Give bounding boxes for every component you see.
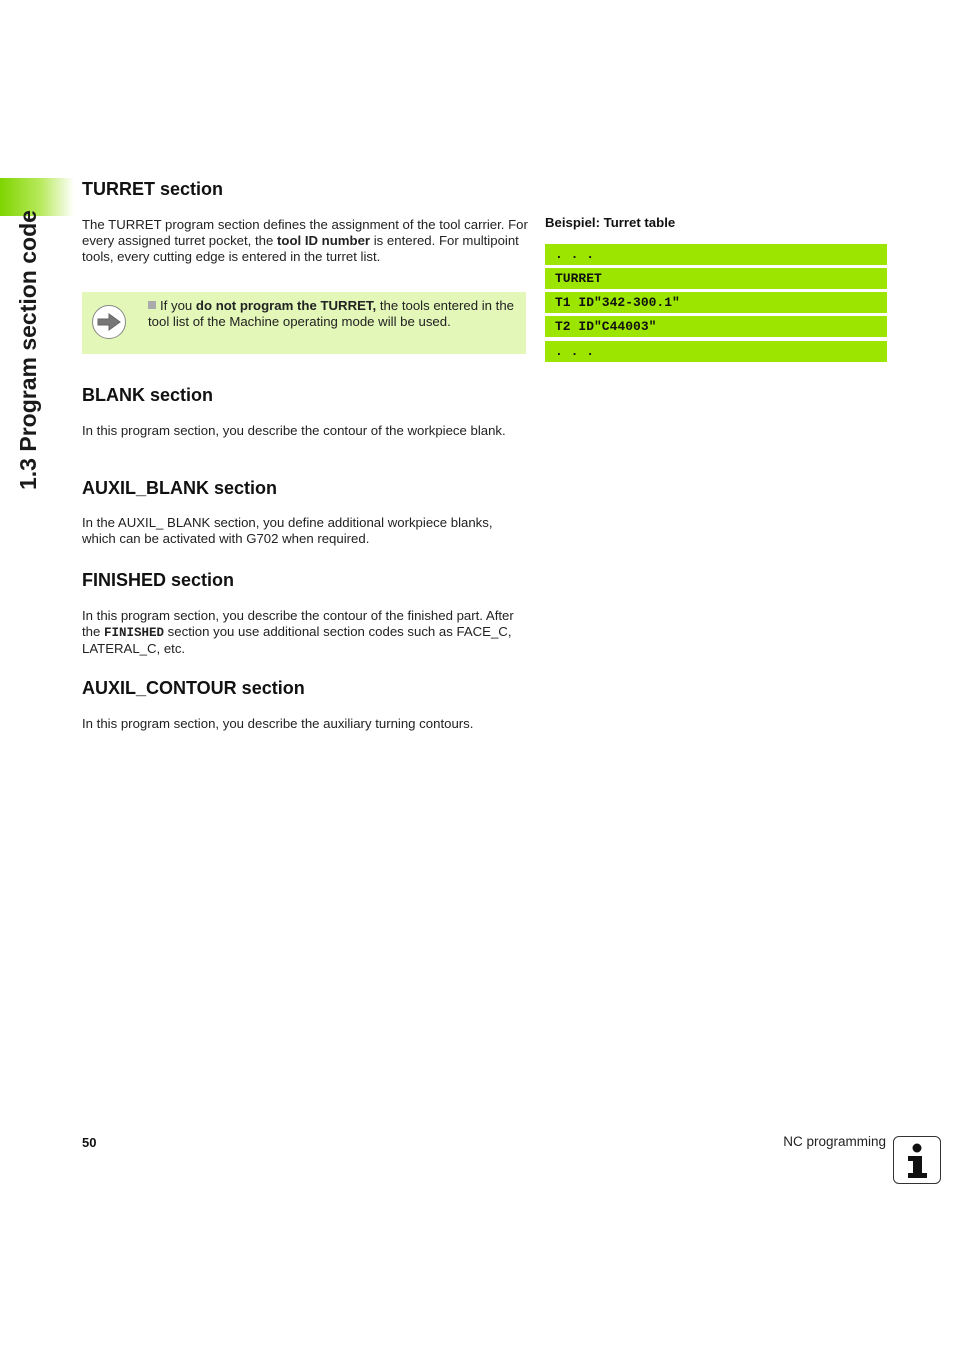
blank-heading: BLANK section [82,385,214,405]
code-row: T2 ID"C44003" [545,316,887,337]
auxil-blank-body: In the AUXIL_ BLANK section, you define additional workpiece blanks, which can be activated with G702 when required. [82,515,493,546]
turret-heading: TURRET section [82,179,224,199]
auxil-blank-heading: AUXIL_BLANK section [82,478,278,498]
note-text: If you do not program the TURRET, the tools entered in the tool list of the Machine operating mode will be used. [148,298,514,329]
footer-title: NC programming [783,1134,886,1149]
arrow-right-icon [92,305,126,339]
page-number: 50 [82,1135,97,1150]
code-row: . . . [545,244,887,265]
note-box [82,292,526,354]
code-row: TURRET [545,268,887,289]
finished-heading: FINISHED section [82,570,235,590]
code-row: . . . [545,341,887,362]
code-row: T1 ID"342-300.1" [545,292,887,313]
auxil-contour-body: In this program section, you describe the auxiliary turning contours. [82,716,474,731]
info-icon [893,1136,941,1184]
turret-body: The TURRET program section defines the assignment of the tool carrier. For every assigned turret pocket, the tool ID number is entered. For multipoint tools, every cutting edge is entered in the turret list. [82,217,528,264]
chapter-title: 1.3 Program section code [15,210,41,490]
auxil-contour-heading: AUXIL_CONTOUR section [82,678,305,698]
blank-body: In this program section, you describe the contour of the workpiece blank. [82,423,506,438]
finished-body: In this program section, you describe the contour of the finished part. After the FINISHED section you use additional section codes such as FACE_C, LATERAL_C, etc. [82,608,514,656]
bullet-icon [148,301,156,309]
example-caption: Beispiel: Turret table [545,215,676,230]
